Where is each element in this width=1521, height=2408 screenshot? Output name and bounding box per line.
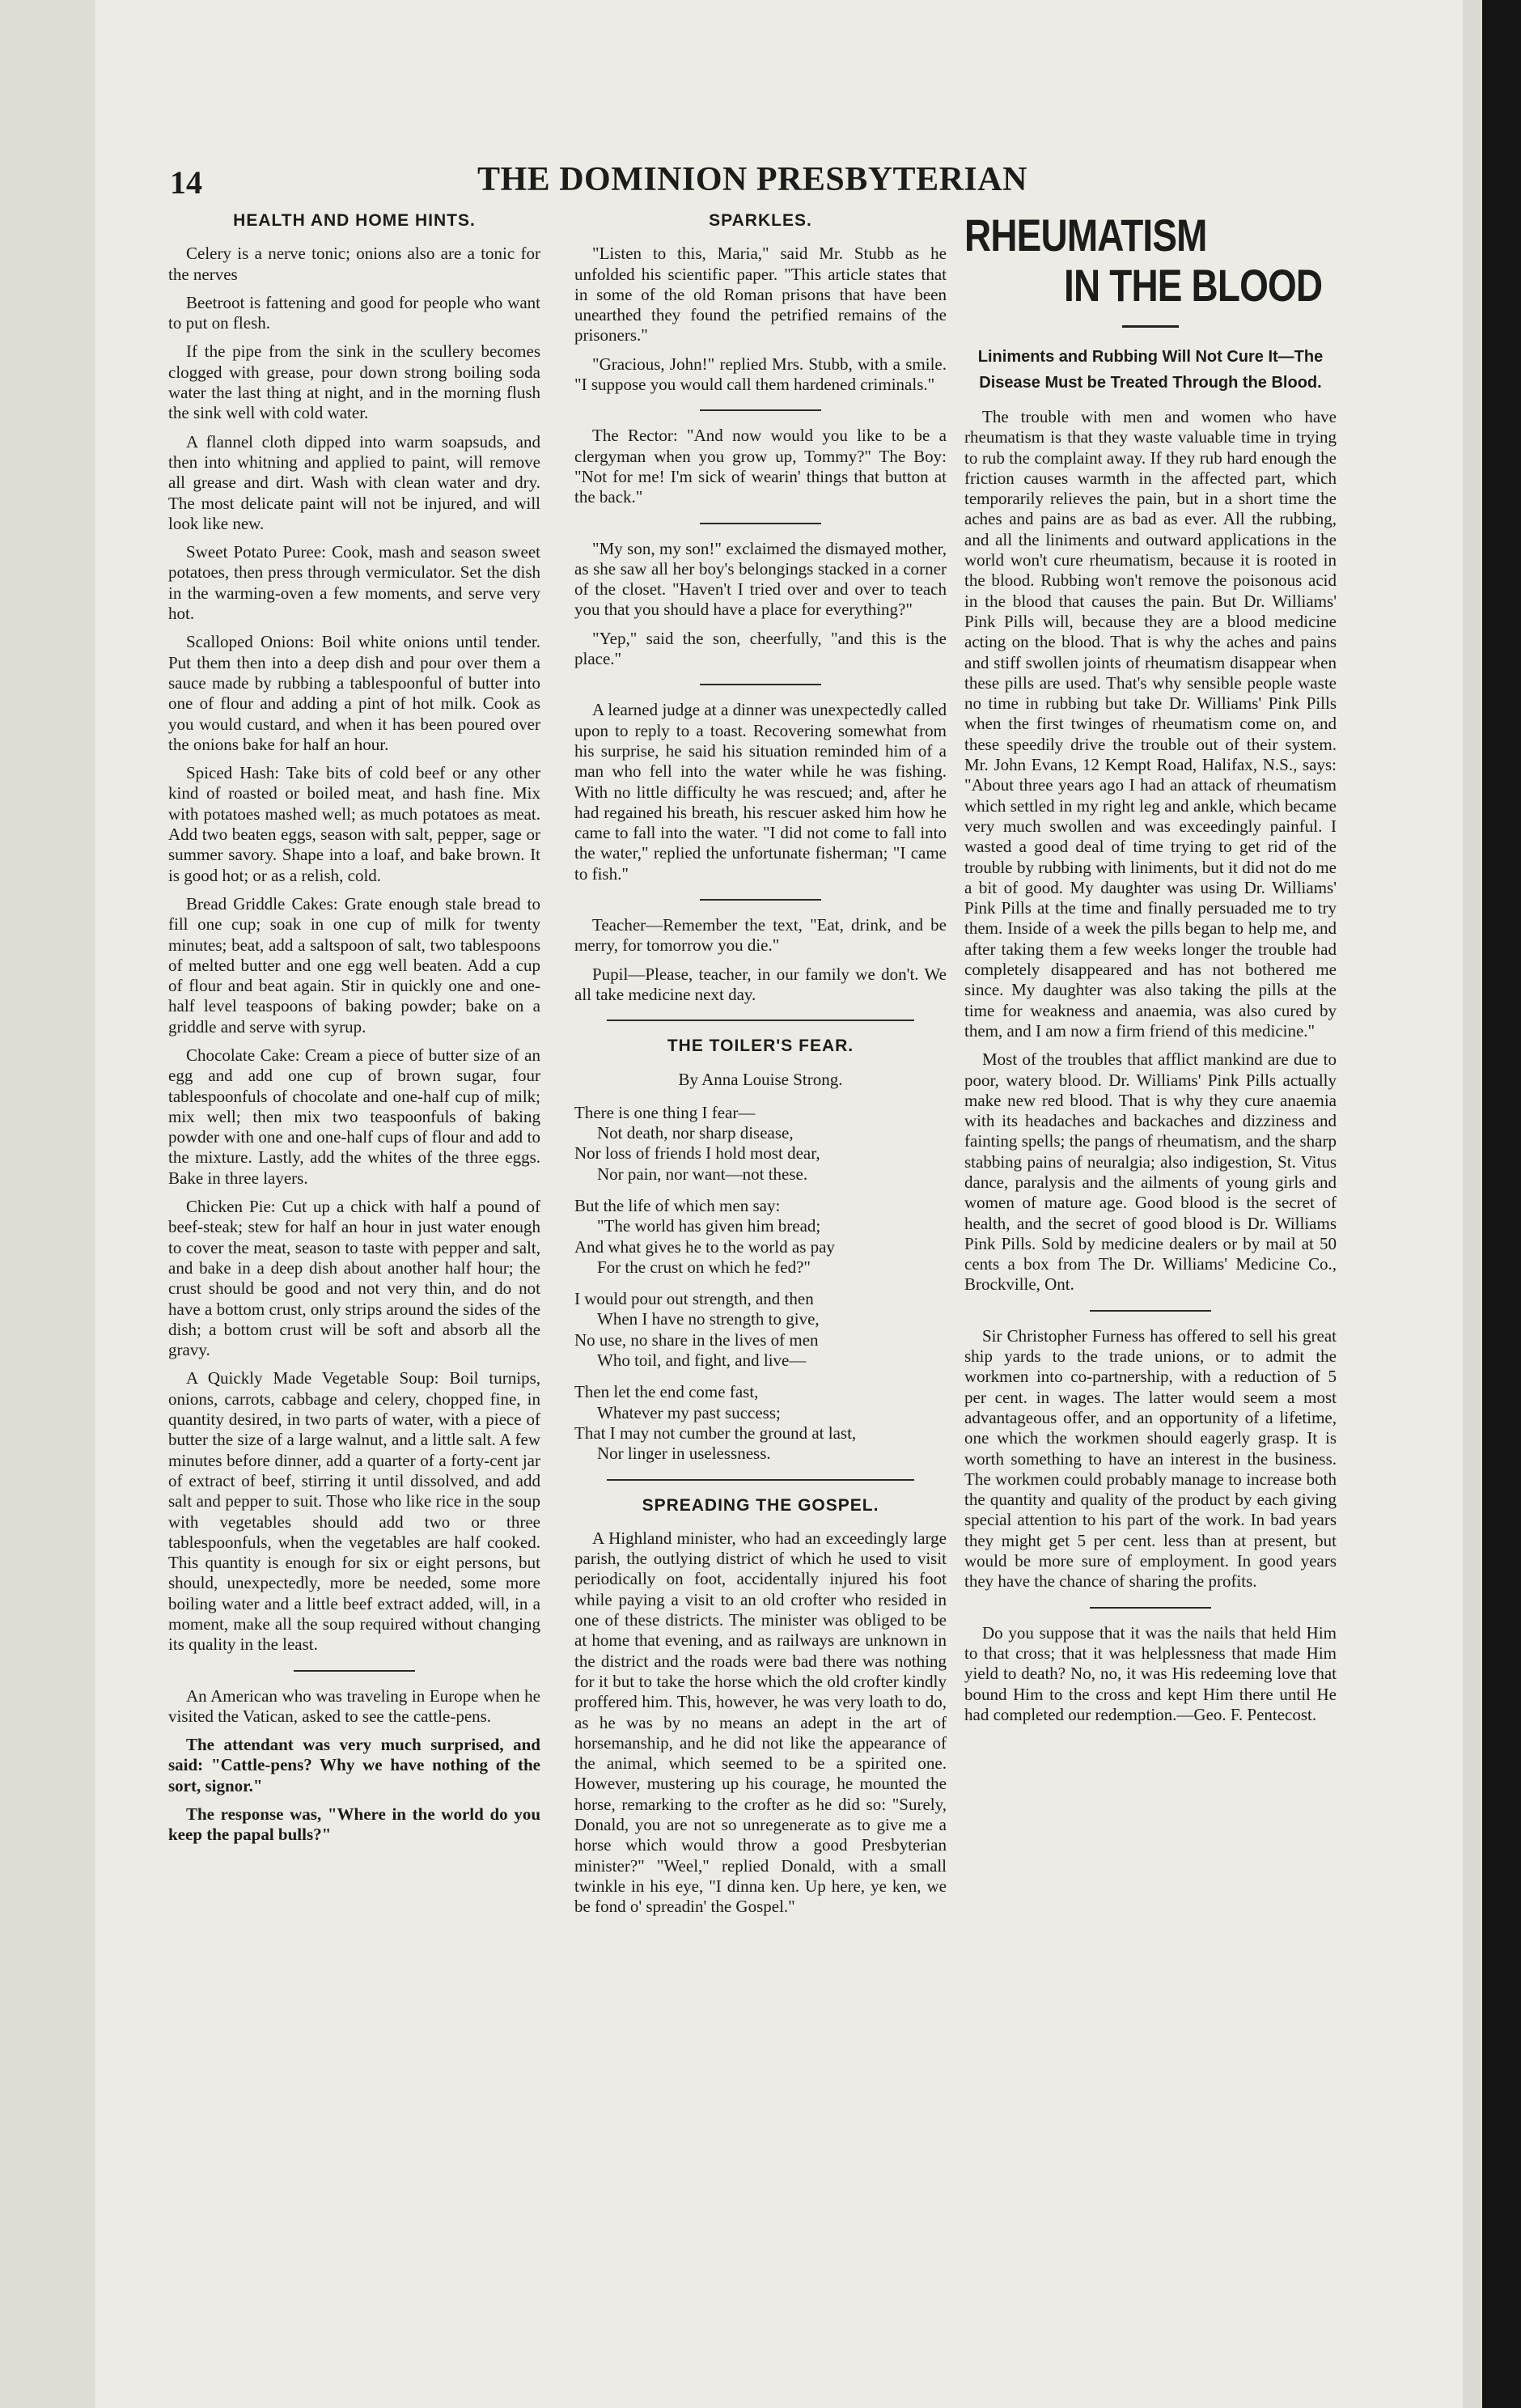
sparkle-paragraph: "Gracious, John!" replied Mrs. Stubb, with a smile. "I suppose you would call them hardened criminals." — [574, 354, 947, 395]
sparkle-paragraph: Pupil—Please, teacher, in our family we don't. We all take medicine next day. — [574, 964, 947, 1004]
poem-line: And what gives he to the world as pay — [574, 1236, 835, 1257]
sparkles-heading: SPARKLES. — [709, 211, 812, 230]
health-paragraph: If the pipe from the sink in the scullery becomes clogged with grease, pour down strong boiling soda water the last thing at night, and in the morning flush the sink well with cold water. — [168, 341, 540, 423]
vatican-paragraph: An American who was traveling in Europe when he visited the Vatican, asked to see the cattle-pens. — [168, 1685, 540, 1726]
furness-paragraph: Sir Christopher Furness has offered to sell his great ship yards to the trade unions, or to admit the workmen into co-partnership, with a reduction of 5 per cent. in wages. The latter would seem a most advantageous offer, and an opportunity of a lifetime, one which the workmen should eagerly grasp. It is worth something to have an interest in the business. The workmen could probably manage to increase both the quantity and quality of the product by each giving special attention to his part of the work. In bad years they might get 5 per cent. less than at present, but would be more sure of employment. In good years they have the chance of sharing the profits. — [964, 1325, 1337, 1592]
rheumatism-paragraph: The trouble with men and women who have rheumatism is that they waste valuable time in trying to rub the complaint away. If they rub hard enough the friction causes warmth in the affected part, which temporarily relieves the pain, but in a short time the aches and pains are as bad as ever. All the rubbing, and all the liniments and outward applications in the world won't cure rheumatism, because it is rooted in the blood. Rubbing won't remove the poisonous acid in the blood that causes the pain. But Dr. Williams' Pink Pills will, because they are a blood medicine acting on the blood. That is why the aches and pains and stiff swollen joints of rheumatism disappear when these pills are used. That's why sensible people waste no time in rubbing but take Dr. Williams' Pink Pills when the first twinges of rheumatism come on, and these speedily drive the trouble out of their system. Mr. John Evans, 12 Kempt Road, Halifax, N.S., says: "About three years ago I had an attack of rheumatism which settled in my right leg and ankle, which became very much swollen and was exceedingly painful. I wasted a good deal of time trying to get rid of the trouble by rubbing with liniments, but it did not do me a bit of good. My daughter was using Dr. Williams' Pink Pills at the time and finally persuaded me to try them. Inside of a week the pills began to help me, and after taking them a few weeks longer the trouble had completely disappeared and has not bothered me since. My daughter was also taking the pills at the time for weakness and anaemia, was also cured by them, and I am now a firm friend of this medicine." — [964, 407, 1337, 1041]
rheumatism-subhead: Liniments and Rubbing Will Not Cure It—The Disease Must be Treated Through the Blood. — [977, 348, 1324, 392]
health-paragraph: Chocolate Cake: Cream a piece of butter size of an egg and add one cup of brown sugar, four tablespoonfuls of chocolate and one-half cup of milk; mix well; then mix two teaspoonfuls of baking powder with one and one-half cups of flour and add to the mixture. Lastly, add the whites of the three eggs. Bake in three layers. — [168, 1045, 540, 1188]
scan-edge-right — [1482, 0, 1521, 2408]
poem-stanza — [574, 1382, 947, 1464]
poem-line: There is one thing I fear— — [574, 1102, 756, 1122]
poem-line: "The world has given him bread; — [597, 1216, 821, 1236]
page-number: 14 — [170, 164, 202, 201]
column-rheumatism — [964, 210, 1337, 1733]
health-paragraph: Scalloped Onions: Boil white onions until tender. Put them then into a deep dish and pour over them a sauce made by rubbing a tablespoonful of butter into one of flour and adding a pint of hot milk. Cook as you would custard, and when it has been poured over the onions bake for half an hour. — [168, 632, 540, 754]
sparkle-paragraph: "Listen to this, Maria," said Mr. Stubb as he unfolded his scientific paper. "This article states that in some of the old Roman prisons that have been unearthed they found the petrified remains of the prisoners." — [574, 244, 947, 346]
scan-margin-left — [0, 0, 95, 2408]
rheumatism-title-line1: RHEUMATISM — [964, 210, 1207, 261]
sparkle-paragraph: A learned judge at a dinner was unexpectedly called upon to reply to a toast. Recovering somewhat from his surprise, he said his situation reminded him of a man who fell into the water while he was fishing. With no little difficulty he was rescued; and, after he had regained his breath, his rescuer asked him how he came to fall into the water. "I did not come to fall into the water," replied the unfortunate fisherman; "I came to fish." — [574, 700, 947, 884]
poem-line: But the life of which men say: — [574, 1195, 781, 1215]
poem-line: Whatever my past success; — [597, 1402, 781, 1422]
poem-line: Who toil, and fight, and live— — [597, 1350, 807, 1371]
poem-line: That I may not cumber the ground at last, — [574, 1422, 857, 1443]
divider — [1122, 325, 1179, 328]
health-heading: HEALTH AND HOME HINTS. — [233, 211, 476, 230]
sparkle-paragraph: "My son, my son!" exclaimed the dismayed mother, as she saw all her boy's belongings stacked in a corner of the closet. "Haven't I tried over and over to teach you that you should have a place for everything?" — [574, 538, 947, 620]
divider — [700, 899, 821, 901]
gospel-paragraph: A Highland minister, who had an exceedingly large parish, the outlying district of which he used to visit periodically on foot, accidentally injured his foot while paying a visit to an old crofter who resided in one of these districts. The minister was obliged to be at home that evening, and as railways are unknown in the district and the roads were bad there was nothing for it but to take the horse which the old crofter kindly proffered him. This, however, he was very loath to do, as he was by no means an adept in the art of horsemanship, and he did not like the appearance of the animal, which seemed to be a spirited one. However, mustering up his courage, he mounted the horse, remarking to the crofter as he did so: "Surely, Donald, you are not so unregenerate as to give me a horse which would throw a good Presbyterian minister?" "Weel," replied Donald, with a small twinkle in his eye, "I dinna ken. Up here, ye ken, we be fond o' spreadin' the Gospel." — [574, 1528, 947, 1917]
health-paragraph: Sweet Potato Puree: Cook, mash and season sweet potatoes, then press through vermiculator. Set the dish in the warming-oven a few moments, and serve very hot. — [168, 542, 540, 624]
poem-line: When I have no strength to give, — [597, 1309, 820, 1329]
page-header — [170, 160, 1027, 209]
poem-heading: THE TOILER'S FEAR. — [667, 1037, 854, 1056]
vatican-paragraph: The response was, "Where in the world do you keep the papal bulls?" — [168, 1804, 540, 1845]
sparkle-paragraph: "Yep," said the son, cheerfully, "and this is the place." — [574, 628, 947, 669]
health-paragraph: Beetroot is fattening and good for people who want to put on flesh. — [168, 292, 540, 333]
poem-line: No use, no share in the lives of men — [574, 1329, 819, 1350]
poem-stanza — [574, 1289, 947, 1371]
column-sparkles — [574, 210, 947, 1925]
poem-stanza — [574, 1103, 947, 1185]
health-paragraph: A flannel cloth dipped into warm soapsuds, and then into whitning and applied to paint, will remove all grease and dirt. Wash with clean water and dry. The most delicate paint will not be injured, and will look like new. — [168, 431, 540, 533]
poem-line: Nor pain, nor want—not these. — [597, 1164, 808, 1184]
health-paragraph: Celery is a nerve tonic; onions also are a tonic for the nerves — [168, 244, 540, 284]
gospel-heading: SPREADING THE GOSPEL. — [642, 1495, 879, 1515]
poem-line: Not death, nor sharp disease, — [597, 1123, 794, 1143]
poem-line: Nor linger in uselessness. — [597, 1444, 771, 1464]
poem-byline: By Anna Louise Strong. — [678, 1069, 843, 1089]
rheumatism-paragraph: Most of the troubles that afflict mankind are due to poor, watery blood. Dr. Williams' Pink Pills actually make new red blood. That is why they cure anaemia with its headaches and backaches and dizziness and fainting spells; the pangs of rheumatism, and the sharp stabbing pains of neuralgia; also indigestion, St. Vitus dance, paralysis and the ailments of young girls and women of mature age. Good blood is the secret of health, and the secret of good blood is Dr. Williams Pink Pills. Sold by medicine dealers or by mail at 50 cents a box from The Dr. Williams' Medicine Co., Brockville, Ont. — [964, 1049, 1337, 1295]
rheumatism-title — [964, 210, 1323, 311]
vatican-paragraph: The attendant was very much surprised, and said: "Cattle-pens? Why we have nothing of the sort, signor." — [168, 1735, 540, 1795]
health-paragraph: A Quickly Made Vegetable Soup: Boil turnips, onions, carrots, cabbage and celery, chopped fine, in quantity desired, in two parts of water, with a piece of butter the size of a large walnut, and a little salt. A few minutes before dinner, add a quarter of a forty-cent jar of extract of beef, stirring it until dissolved, and add salt and pepper to suit. Those who like rice in the soup with vegetables should add two or three tablespoonfuls, when the vegetables are half cooked. This quantity is enough for six or eight persons, but should, unexpectedly, more be needed, some more boiling water and a little beef extract added, will, in a moment, make all the soup required without changing its quality in the least. — [168, 1368, 540, 1655]
divider — [607, 1479, 914, 1481]
poem-line: I would pour out strength, and then — [574, 1289, 814, 1309]
divider — [700, 409, 821, 411]
sparkle-paragraph: Teacher—Remember the text, "Eat, drink, and be merry, for tomorrow you die." — [574, 915, 947, 956]
rheumatism-title-line2: IN THE BLOOD — [1064, 260, 1323, 311]
poem-line: For the crust on which he fed?" — [597, 1257, 811, 1277]
pentecost-paragraph: Do you suppose that it was the nails that held Him to that cross; that it was helplessness that made Him yield to death? No, no, it was His redeeming love that bound Him to the cross and kept Him there until He had completed our redemption.—Geo. F. Pentecost. — [964, 1622, 1337, 1724]
health-paragraph: Chicken Pie: Cut up a chick with half a pound of beef-steak; stew for half an hour in just water enough to cover the meat, season to taste with pepper and salt, and bake in a deep dish about another half hour; the crust should be good and not very thin, and do not have a bottom crust, only strips around the sides of the dish; a bottom crust will be soft and absorb all the gravy. — [168, 1197, 540, 1360]
masthead: THE DOMINION PRESBYTERIAN — [477, 161, 1027, 198]
sparkle-paragraph: The Rector: "And now would you like to be a clergyman when you grow up, Tommy?" The Boy: "Not for me! I'm sick of wearin' things that button at the back." — [574, 426, 947, 507]
health-paragraph: Bread Griddle Cakes: Grate enough stale bread to fill one cup; soak in one cup of milk for twenty minutes; beat, add a saltspoon of salt, two tablespoons of melted butter and one egg well beaten. Add a cup of flour and beat again. Stir in quickly one and one-half level teaspoons of baking powder; bake on a griddle and serve with syrup. — [168, 893, 540, 1037]
poem-line: Then let the end come fast, — [574, 1382, 759, 1402]
poem-stanza — [574, 1196, 947, 1278]
divider — [294, 1670, 415, 1672]
poem-line: Nor loss of friends I hold most dear, — [574, 1143, 820, 1164]
column-health — [168, 210, 540, 1854]
divider — [1090, 1607, 1211, 1609]
divider — [700, 523, 821, 524]
divider — [1090, 1310, 1211, 1312]
divider — [700, 684, 821, 685]
health-paragraph: Spiced Hash: Take bits of cold beef or any other kind of roasted or boiled meat, and hash fine. Mix with potatoes mashed well; as much potatoes as meat. Add two beaten eggs, season with salt, pepper, sage or summer savory. Shape into a loaf, and bake brown. It is good hot; or as a relish, cold. — [168, 763, 540, 885]
divider — [607, 1020, 914, 1021]
